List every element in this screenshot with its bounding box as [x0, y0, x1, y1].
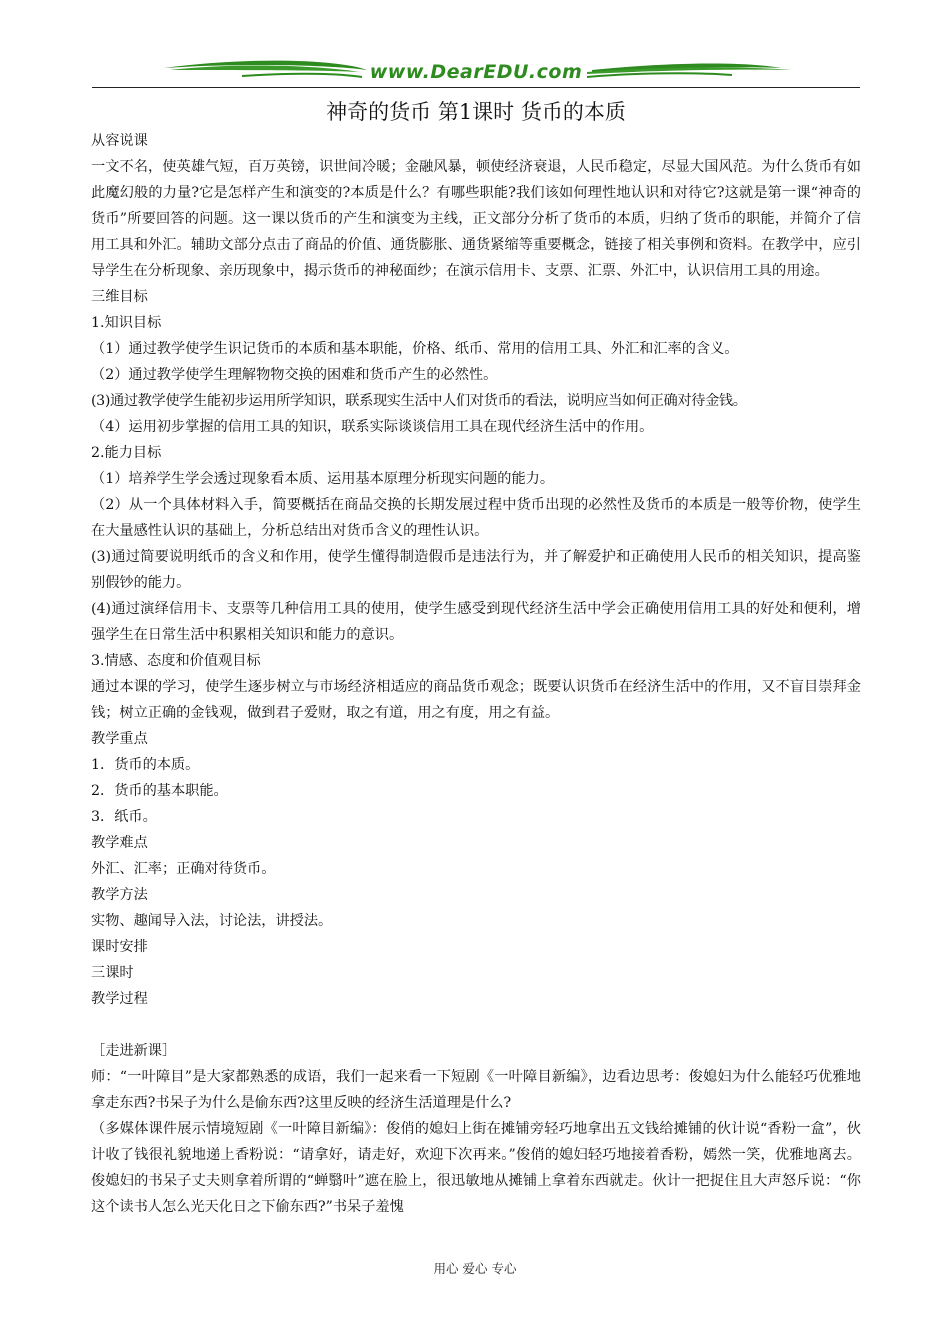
section-heading: 课时安排	[91, 939, 148, 955]
section-heading: 三维目标	[91, 289, 148, 305]
list-item: (3)通过教学使学生能初步运用所学知识，联系现实生活中人们对货币的看法，说明应当如何正确对待金钱。	[91, 393, 747, 409]
header-divider	[92, 87, 860, 88]
section-heading: 教学重点	[91, 731, 148, 747]
list-item: （1）通过教学使学生识记货币的本质和基本职能，价格、纸币、常用的信用工具、外汇和汇率的含义。	[91, 341, 739, 357]
site-name: www.DearEDU.com	[369, 61, 583, 83]
list-item: 1．货币的本质。	[91, 757, 200, 773]
subheading: ［走进新课］	[91, 1043, 177, 1059]
subheading: 3.情感、态度和价值观目标	[91, 653, 261, 669]
list-item: 3．纸币。	[91, 809, 157, 825]
section-heading: 教学方法	[91, 887, 148, 903]
list-item: (3)通过简要说明纸币的含义和作用，使学生懂得制造假币是违法行为，并了解爱护和正确使用人民币的相关知识，提高鉴别假钞的能力。	[91, 549, 861, 591]
paragraph: 实物、趣闻导入法，讨论法，讲授法。	[91, 913, 333, 929]
list-item: （2）从一个具体材料入手，简要概括在商品交换的长期发展过程中货币出现的必然性及货币的本质是一般等价物，使学生在大量感性认识的基础上，分析总结出对货币含义的理性认识。	[91, 497, 861, 539]
list-item: （4）运用初步掌握的信用工具的知识，联系实际谈谈信用工具在现代经济生活中的作用。	[91, 419, 654, 435]
paragraph: 三课时	[91, 965, 134, 981]
page-footer: 用心 爱心 专心	[433, 1261, 517, 1276]
section-heading: 教学难点	[91, 835, 148, 851]
document-title: 神奇的货币 第1课时 货币的本质	[326, 100, 626, 124]
subheading: 1.知识目标	[91, 315, 162, 331]
paragraph: 通过本课的学习，使学生逐步树立与市场经济相适应的商品货币观念；既要认识货币在经济生活中的作用，又不盲目崇拜金钱；树立正确的金钱观，做到君子爱财，取之有道，用之有度，用之有益。	[91, 679, 861, 721]
section-heading: 从容说课	[91, 133, 148, 149]
document-body	[91, 128, 861, 1220]
paragraph: （多媒体课件展示情境短剧《一叶障目新编》：俊俏的媳妇上街在摊铺旁轻巧地拿出五文钱给摊铺的伙计说“香粉一盒”，伙计收了钱很礼貌地递上香粉说：“请拿好，请走好，欢迎下次再来。”俊俏的媳妇轻巧地接着香粉，嫣然一笑，优雅地离去。俊媳妇的书呆子丈夫则拿着所谓的“蝉翳叶”遮在脸上，很迅敏地从摊铺上拿着东西就走。伙计一把捉住且大声怒斥说：“你这个读书人怎么光天化日之下偷东西?”书呆子羞愧	[91, 1121, 861, 1215]
paragraph: 一文不名，使英雄气短，百万英镑，识世间冷暖；金融风暴，顿使经济衰退，人民币稳定，尽显大国风范。为什么货币有如此魔幻般的力量?它是怎样产生和演变的?本质是什么？有哪些职能?我们该如何理性地认识和对待它?这就是第一课“神奇的货币”所要回答的问题。这一课以货币的产生和演变为主线，正文部分分析了货币的本质，归纳了货币的职能，并简介了信用工具和外汇。辅助文部分点击了商品的价值、通货膨胀、通货紧缩等重要概念，链接了相关事例和资料。在教学中，应引导学生在分析现象、亲历现象中，揭示货币的神秘面纱；在演示信用卡、支票、汇票、外汇中，认识信用工具的用途。	[91, 159, 861, 279]
list-item: (4)通过演绎信用卡、支票等几种信用工具的使用，使学生感受到现代经济生活中学会正确使用信用工具的好处和便利，增强学生在日常生活中积累相关知识和能力的意识。	[91, 601, 861, 643]
list-item: （1）培养学生学会透过现象看本质、运用基本原理分析现实问题的能力。	[91, 471, 555, 487]
section-heading: 教学过程	[91, 991, 148, 1007]
list-item: （2）通过教学使学生理解物物交换的困难和货币产生的必然性。	[91, 367, 498, 383]
list-item: 2．货币的基本职能。	[91, 783, 228, 799]
subheading: 2.能力目标	[91, 445, 162, 461]
blank-line	[91, 1012, 861, 1038]
paragraph: 师：“一叶障目”是大家都熟悉的成语，我们一起来看一下短剧《一叶障目新编》，边看边思考：俊媳妇为什么能轻巧优雅地拿走东西?书呆子为什么是偷东西?这里反映的经济生活道理是什么?	[91, 1069, 861, 1111]
paragraph: 外汇、汇率；正确对待货币。	[91, 861, 276, 877]
